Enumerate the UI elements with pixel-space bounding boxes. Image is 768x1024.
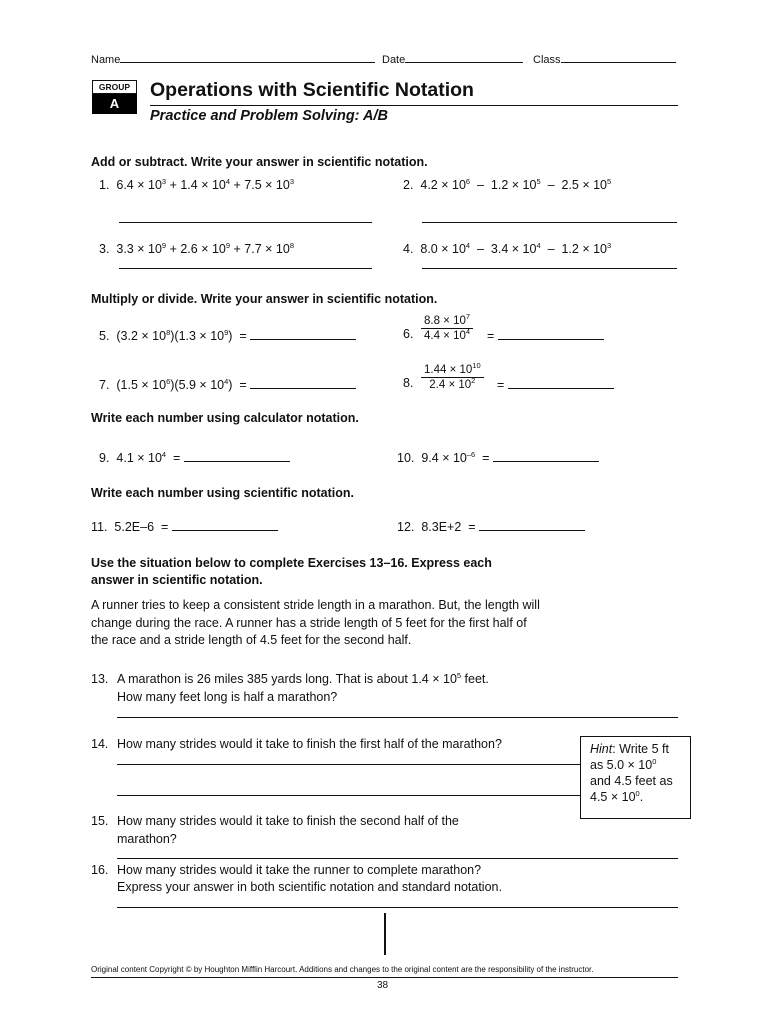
situation-heading-line2: answer in scientific notation. xyxy=(91,573,263,587)
date-field-label: Date xyxy=(382,50,523,66)
problem-3: 3. $3.3 \times 10^9 + 2.6 \times 10^9 + 7.7 \times 10^8$ xyxy=(99,240,294,256)
hint-line-3: and 4.5 feet as xyxy=(590,774,673,788)
answer-line-15[interactable] xyxy=(117,858,678,859)
problem-11: 11. 5.2E–6 = xyxy=(91,518,278,534)
problem-12: 12. 8.3E+2 = xyxy=(397,518,585,534)
problem-8-fraction: $\frac{1.44 \times 10^{10}}{2.4 \times 10^2}$ xyxy=(421,364,484,391)
question-16-number: 16. xyxy=(91,863,109,877)
hint-line-4: $4.5 \times 10^0$. xyxy=(590,788,644,804)
question-16-line2: Express your answer in both scientific notation and standard notation. xyxy=(117,880,502,894)
question-15-number: 15. xyxy=(91,814,109,828)
hint-line-2: as $5.0 \times 10^0$ xyxy=(590,756,657,772)
answer-line-1[interactable] xyxy=(119,222,372,223)
answer-line-14b[interactable] xyxy=(117,795,580,796)
group-label: GROUP xyxy=(92,80,137,94)
answer-line-2[interactable] xyxy=(422,222,677,223)
page-title: Operations with Scientific Notation xyxy=(150,79,474,101)
situation-heading-line1: Use the situation below to complete Exercises 13–16. Express each xyxy=(91,556,492,570)
problem-10: 10. $9.4 \times 10^{-6}$ = xyxy=(397,449,599,465)
question-14-number: 14. xyxy=(91,737,109,751)
problem-6-number: 6. xyxy=(403,327,414,341)
question-15-line1: How many strides would it take to finish the second half of the xyxy=(117,814,459,828)
hint-line-1: Hint: Write 5 ft xyxy=(590,742,669,756)
page-subtitle: Practice and Problem Solving: A/B xyxy=(150,108,388,124)
question-14-text: How many strides would it take to finish the first half of the marathon? xyxy=(117,737,502,751)
problem-9: 9. $4.1 \times 10^4$ = xyxy=(99,449,290,465)
group-badge xyxy=(92,80,137,114)
section-heading-add-subtract: Add or subtract. Write your answer in scientific notation. xyxy=(91,155,428,169)
answer-line-14a[interactable] xyxy=(117,764,580,765)
section-heading-calculator-notation: Write each number using calculator notation. xyxy=(91,411,359,425)
vertical-divider xyxy=(384,913,386,955)
answer-line-13[interactable] xyxy=(117,717,678,718)
problem-7: 7. $(1.5 \times 10^6)(5.9 \times 10^4)$ = xyxy=(99,376,356,392)
question-13-line2: How many feet long is half a marathon? xyxy=(117,690,338,704)
question-15-line2: marathon? xyxy=(117,832,177,846)
answer-line-4[interactable] xyxy=(422,268,677,269)
problem-2: 2. $4.2 \times 10^6 - 1.2 \times 10^5 - 2.5 \times 10^5$ xyxy=(403,176,612,192)
answer-line-16[interactable] xyxy=(117,907,678,908)
footer-rule xyxy=(91,977,678,978)
question-13-line1: A marathon is 26 miles 385 yards long. That is about $1.4 \times 10^5$ feet. xyxy=(117,670,489,686)
problem-5: 5. $(3.2 \times 10^8)(1.3 \times 10^9)$ = xyxy=(99,327,356,343)
question-13-number: 13. xyxy=(91,672,109,686)
problem-1: 1. $6.4 \times 10^3 + 1.4 \times 10^4 + 7.5 \times 10^3$ xyxy=(99,176,294,192)
class-field-label: Class xyxy=(533,50,676,66)
problem-6-answer: = xyxy=(487,327,604,343)
page-number: 38 xyxy=(377,980,389,991)
question-16-line1: How many strides would it take the runner to complete marathon? xyxy=(117,863,482,877)
hint-box xyxy=(580,736,691,819)
section-heading-scientific-notation: Write each number using scientific notation. xyxy=(91,486,355,500)
problem-4: 4. $8.0 \times 10^4 - 3.4 \times 10^4 - 1.2 \times 10^3$ xyxy=(403,240,612,256)
problem-6-fraction: $\frac{8.8 \times 10^7}{4.4 \times 10^4}$ xyxy=(421,315,473,342)
section-heading-multiply-divide: Multiply or divide. Write your answer in scientific notation. xyxy=(91,292,438,306)
situation-paragraph: A runner tries to keep a consistent stride length in a marathon. But, the length will change during the race. A runner has a stride length of 5 feet for the first half of the race and a stride length of 4.5 feet for the second half. xyxy=(91,598,540,647)
problem-8-answer: = xyxy=(497,376,614,392)
problem-8-number: 8. xyxy=(403,376,414,390)
title-rule xyxy=(150,105,678,106)
name-field-label: Name xyxy=(91,50,375,66)
group-letter: A xyxy=(92,94,137,114)
answer-line-3[interactable] xyxy=(119,268,372,269)
copyright-notice: Original content Copyright © by Houghton Mifflin Harcourt. Additions and changes to the original content are the responsibility of the instructor. xyxy=(91,965,594,974)
